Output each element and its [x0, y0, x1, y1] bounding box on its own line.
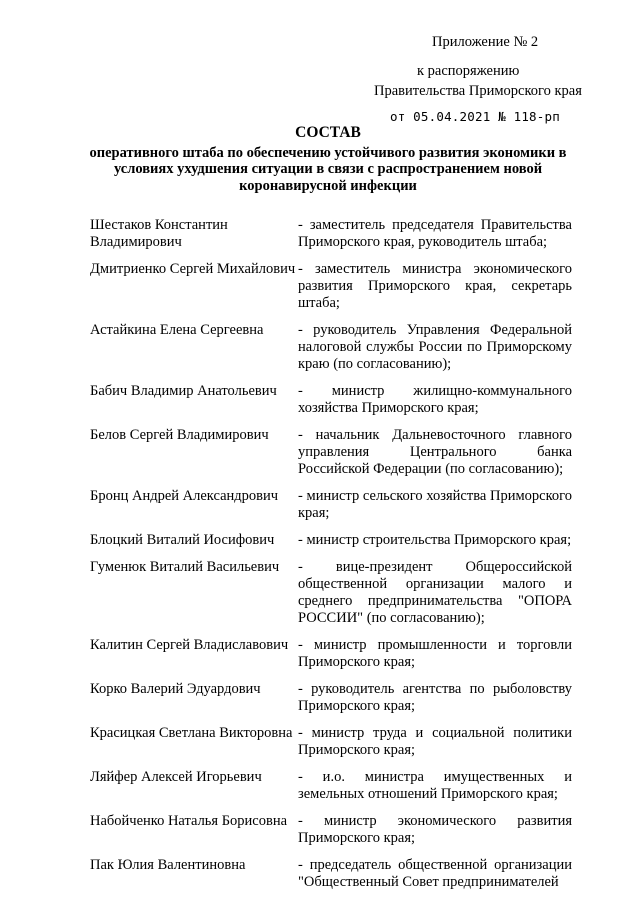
member-row: [90, 532, 572, 549]
document-subtitle: оперативного штаба по обеспечению устойчивого развития экономики в условиях ухудшения ситуации в связи с распространением новой коронавирусной инфекции: [89, 144, 567, 194]
members-list: [90, 217, 572, 902]
member-role: - министр труда и социальной политики Приморского края;: [298, 725, 572, 758]
member-name: Гуменюк Виталий Васильевич: [90, 559, 280, 576]
member-name: Бабич Владимир Анатольевич: [90, 382, 277, 399]
member-name: Шестаков Константин Владимирович: [90, 217, 228, 250]
member-name: Бронц Андрей Александрович: [90, 487, 279, 504]
document-title: СОСТАВ: [295, 124, 361, 141]
member-role: - министр промышленности и торговли Приморского края;: [298, 636, 572, 670]
member-name: Белов Сергей Владимирович: [90, 426, 269, 443]
member-row: [90, 681, 572, 715]
member-name: Дмитриенко Сергей Михайлович: [90, 261, 296, 278]
member-role: - министр сельского хозяйства Приморского края;: [298, 487, 572, 521]
member-name: Красицкая Светлана Викторовна: [90, 725, 293, 742]
member-role: - председатель общественной организации "Общественный Совет предпринимателей: [298, 857, 572, 891]
member-row: [90, 559, 572, 626]
appendix-title: Приложение № 2: [432, 34, 539, 50]
member-name: Ляйфер Алексей Игорьевич: [90, 769, 262, 786]
member-role: - вице-президент Общероссийской общественной организации малого и среднего предпринимательства "ОПОРА РОССИИ" (по согласованию);: [298, 559, 572, 626]
member-name: Блоцкий Виталий Иосифович: [90, 531, 275, 548]
appendix-issuer: Правительства Приморского края: [374, 83, 582, 99]
member-name: Астайкина Елена Сергеевна: [90, 321, 264, 338]
member-row: [90, 383, 572, 417]
member-row: [90, 769, 572, 803]
appendix-block: [360, 32, 592, 127]
member-role: - начальник Дальневосточного главного управления Центрального банка Российской Федерации (по согласованию);: [298, 426, 572, 477]
member-role: - заместитель председателя Правительства Приморского края, руководитель штаба;: [298, 217, 572, 250]
member-row: [90, 217, 572, 251]
member-role: - министр экономического развития Приморского края;: [298, 813, 572, 847]
member-row: [90, 637, 572, 671]
member-name: Калитин Сергей Владиславович: [90, 636, 289, 653]
member-row: [90, 725, 572, 759]
member-row: [90, 322, 572, 372]
member-row: [90, 813, 572, 847]
member-name: Корко Валерий Эдуардович: [90, 681, 261, 698]
member-row: [90, 857, 572, 891]
member-row: [90, 261, 572, 311]
member-role: - заместитель министра экономического развития Приморского края, секретарь штаба;: [298, 261, 572, 311]
member-row: [90, 427, 572, 477]
member-role: - министр жилищно-коммунального хозяйства Приморского края;: [298, 382, 572, 416]
appendix-order-ref: к распоряжению: [417, 63, 520, 79]
member-role: - руководитель агентства по рыболовству Приморского края;: [298, 681, 572, 714]
document-heading: [60, 125, 596, 194]
member-role: - руководитель Управления Федеральной налоговой службы России по Приморскому краю (по согласованию);: [298, 321, 572, 372]
appendix-date-number: от 05.04.2021 № 118-рп: [390, 109, 560, 124]
member-name: Пак Юлия Валентиновна: [90, 857, 246, 874]
member-role: - и.о. министра имущественных и земельных отношений Приморского края;: [298, 769, 572, 803]
member-name: Набойченко Наталья Борисовна: [90, 813, 288, 830]
member-row: [90, 488, 572, 522]
member-role: - министр строительства Приморского края;: [298, 531, 572, 548]
